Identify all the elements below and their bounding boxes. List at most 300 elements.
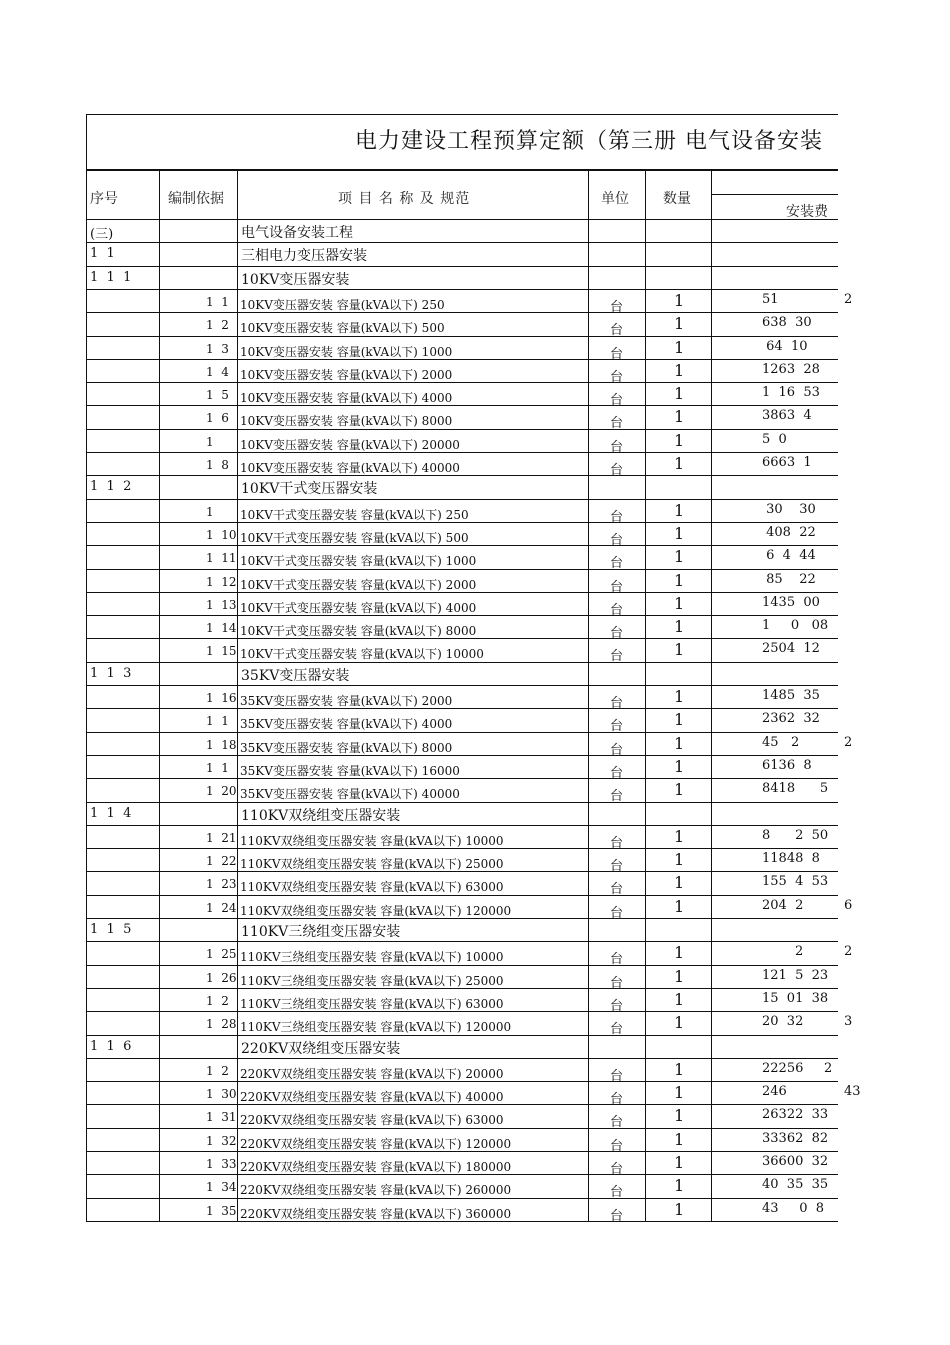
table-row bbox=[86, 382, 838, 409]
row-fee-extra: 43 bbox=[844, 1084, 861, 1100]
row-qty: 1 bbox=[674, 593, 685, 613]
row-rule bbox=[86, 1128, 838, 1129]
header-name: 项 目 名 称 及 规范 bbox=[338, 191, 471, 207]
row-qty: 1 bbox=[674, 1106, 685, 1126]
row-basis: 1 1 bbox=[206, 294, 229, 309]
row-seq: 1 1 4 bbox=[90, 805, 132, 821]
row-fee: 85 22 bbox=[762, 571, 816, 587]
row-rule bbox=[86, 219, 838, 220]
row-name: 220KV双绕组变压器安装 容量(kVA以下) 40000 bbox=[240, 1090, 504, 1105]
section-row bbox=[86, 918, 838, 941]
row-name: 110KV双绕组变压器安装 容量(kVA以下) 120000 bbox=[240, 903, 512, 918]
row-name: 10KV干式变压器安装 容量(kVA以下) 250 bbox=[240, 507, 469, 522]
section-title: 110KV三绕组变压器安装 bbox=[241, 924, 401, 940]
row-rule bbox=[86, 918, 838, 919]
row-rule bbox=[86, 895, 838, 896]
table-row bbox=[86, 1198, 838, 1224]
table-row bbox=[86, 871, 838, 898]
row-fee: 2362 32 bbox=[762, 711, 820, 727]
row-fee: 45 2 bbox=[762, 734, 800, 750]
row-qty: 1 bbox=[674, 500, 685, 520]
row-unit: 台 bbox=[610, 1068, 624, 1084]
row-qty: 1 bbox=[674, 290, 685, 310]
row-qty: 1 bbox=[674, 1199, 685, 1219]
row-name: 220KV双绕组变压器安装 容量(kVA以下) 120000 bbox=[240, 1136, 512, 1151]
row-name: 10KV变压器安装 容量(kVA以下) 500 bbox=[240, 321, 445, 336]
section-row bbox=[86, 266, 838, 289]
row-fee: 26322 33 bbox=[762, 1107, 829, 1123]
row-rule bbox=[86, 965, 838, 966]
row-qty: 1 bbox=[674, 826, 685, 846]
row-basis: 1 11 bbox=[206, 551, 237, 566]
row-basis: 1 12 bbox=[206, 574, 237, 589]
row-rule bbox=[86, 1011, 838, 1012]
row-fee: 155 4 53 bbox=[762, 874, 829, 890]
row-unit: 台 bbox=[610, 299, 624, 315]
row-unit: 台 bbox=[610, 882, 624, 898]
row-unit: 台 bbox=[610, 649, 624, 665]
table-row bbox=[86, 965, 838, 991]
title-cell bbox=[86, 114, 838, 170]
row-unit: 台 bbox=[610, 719, 624, 735]
row-fee: 40 35 35 bbox=[762, 1177, 829, 1193]
table-row bbox=[86, 988, 838, 1014]
row-unit: 台 bbox=[610, 579, 624, 595]
row-qty: 1 bbox=[674, 337, 685, 357]
row-rule bbox=[86, 802, 838, 803]
row-unit: 台 bbox=[610, 998, 624, 1014]
table-row bbox=[86, 312, 838, 339]
table-row bbox=[86, 778, 838, 805]
row-name: 10KV干式变压器安装 容量(kVA以下) 8000 bbox=[240, 624, 477, 639]
row-unit: 台 bbox=[610, 765, 624, 781]
row-rule bbox=[86, 1198, 838, 1199]
row-name: 10KV变压器安装 容量(kVA以下) 1000 bbox=[240, 344, 453, 359]
row-unit: 台 bbox=[610, 532, 624, 548]
column-rule bbox=[588, 170, 589, 1221]
row-rule bbox=[86, 592, 838, 593]
row-rule bbox=[86, 569, 838, 570]
table-row bbox=[86, 1011, 853, 1038]
row-rule bbox=[86, 1035, 838, 1036]
row-rule bbox=[86, 359, 838, 360]
row-unit: 台 bbox=[610, 1115, 624, 1131]
row-name: 35KV变压器安装 容量(kVA以下) 8000 bbox=[240, 740, 453, 755]
row-fee: 43 0 8 bbox=[762, 1200, 825, 1216]
row-qty: 1 bbox=[674, 1083, 685, 1103]
row-basis: 1 14 bbox=[206, 621, 237, 636]
row-unit: 台 bbox=[610, 952, 624, 968]
row-rule bbox=[86, 732, 838, 733]
row-rule bbox=[86, 1058, 838, 1059]
row-basis: 1 6 bbox=[206, 411, 229, 426]
row-qty: 1 bbox=[674, 1013, 685, 1033]
row-rule bbox=[86, 429, 838, 430]
row-unit: 台 bbox=[610, 416, 624, 432]
row-fee-extra: 6 bbox=[844, 897, 853, 913]
row-fee: 6663 1 bbox=[762, 455, 812, 470]
row-unit: 台 bbox=[610, 393, 624, 409]
row-fee: 5 0 bbox=[762, 431, 787, 447]
row-seq: 1 1 5 bbox=[90, 922, 132, 937]
section-title: 10KV变压器安装 bbox=[241, 271, 350, 288]
row-rule bbox=[86, 266, 838, 267]
column-rule bbox=[159, 170, 160, 1221]
row-fee: 121 5 23 bbox=[762, 967, 829, 983]
row-basis: 1 30 bbox=[206, 1087, 237, 1102]
row-qty: 1 bbox=[674, 733, 685, 753]
row-rule bbox=[86, 382, 838, 383]
row-fee: 1 0 08 bbox=[762, 618, 829, 634]
row-name: 10KV变压器安装 容量(kVA以下) 8000 bbox=[240, 414, 453, 429]
row-name: 10KV变压器安装 容量(kVA以下) 40000 bbox=[240, 461, 460, 475]
row-fee: 36600 32 bbox=[762, 1154, 829, 1169]
row-name: 220KV双绕组变压器安装 容量(kVA以下) 63000 bbox=[240, 1113, 504, 1128]
row-fee: 1263 28 bbox=[762, 361, 820, 377]
table-row bbox=[86, 1058, 838, 1084]
row-qty: 1 bbox=[674, 896, 685, 916]
row-fee: 1435 00 bbox=[762, 594, 820, 610]
row-fee: 64 10 bbox=[762, 338, 808, 354]
row-fee: 51 bbox=[762, 291, 779, 307]
table-row bbox=[86, 499, 838, 525]
row-basis: 1 33 bbox=[206, 1157, 237, 1171]
row-fee: 1485 35 bbox=[762, 688, 820, 703]
section-row bbox=[86, 475, 838, 498]
row-unit: 台 bbox=[610, 509, 624, 525]
row-unit: 台 bbox=[610, 789, 624, 805]
row-rule bbox=[86, 755, 838, 756]
row-name: 10KV干式变压器安装 容量(kVA以下) 10000 bbox=[240, 647, 484, 662]
section-title: 三相电力变压器安装 bbox=[241, 248, 367, 265]
row-name: 220KV双绕组变压器安装 容量(kVA以下) 20000 bbox=[240, 1066, 504, 1081]
row-rule bbox=[86, 545, 838, 546]
row-fee: 8418 5 bbox=[762, 781, 829, 797]
table-row bbox=[86, 1081, 861, 1108]
header-fee-divider bbox=[711, 194, 838, 195]
row-name: 10KV变压器安装 容量(kVA以下) 20000 bbox=[240, 437, 460, 452]
header-seq: 序号 bbox=[90, 191, 118, 207]
row-basis: 1 2 bbox=[206, 1063, 229, 1078]
table-row bbox=[86, 755, 838, 781]
row-basis: 1 31 bbox=[206, 1110, 237, 1125]
row-basis: 1 32 bbox=[206, 1133, 237, 1148]
row-fee: 2504 12 bbox=[762, 641, 820, 657]
header-fee: 安装费 bbox=[786, 204, 828, 220]
section-row bbox=[86, 1035, 838, 1058]
budget-table bbox=[86, 114, 861, 1226]
table-row bbox=[86, 452, 838, 478]
row-unit: 台 bbox=[610, 742, 624, 758]
row-unit: 台 bbox=[610, 626, 624, 642]
row-qty: 1 bbox=[674, 756, 685, 776]
row-unit: 台 bbox=[610, 696, 624, 711]
row-unit: 台 bbox=[610, 859, 624, 875]
row-rule bbox=[86, 638, 838, 639]
row-fee-extra: 2 bbox=[844, 291, 853, 307]
row-basis: 1 bbox=[206, 504, 214, 519]
row-name: 10KV变压器安装 容量(kVA以下) 4000 bbox=[240, 391, 453, 406]
column-rule bbox=[86, 170, 87, 1221]
row-seq: (三) bbox=[90, 227, 114, 242]
column-rule bbox=[711, 170, 712, 1221]
row-basis: 1 1 bbox=[206, 714, 229, 729]
row-rule bbox=[86, 1174, 838, 1175]
row-basis: 1 24 bbox=[206, 900, 237, 915]
row-rule bbox=[86, 336, 838, 337]
row-seq: 1 1 3 bbox=[90, 665, 132, 681]
section-row bbox=[86, 662, 838, 685]
row-fee: 6136 8 bbox=[762, 757, 812, 773]
row-qty: 1 bbox=[674, 943, 685, 963]
row-rule bbox=[86, 312, 838, 313]
row-unit: 台 bbox=[610, 1138, 624, 1154]
row-fee: 2 bbox=[762, 944, 804, 960]
row-rule bbox=[86, 289, 838, 290]
row-rule bbox=[86, 848, 838, 849]
table-row bbox=[86, 685, 838, 711]
row-fee-extra: 2 bbox=[844, 944, 853, 960]
row-qty: 1 bbox=[674, 1129, 685, 1149]
row-basis: 1 15 bbox=[206, 644, 237, 659]
column-rule bbox=[645, 170, 646, 1221]
row-seq: 1 1 2 bbox=[90, 479, 132, 495]
table-row bbox=[86, 848, 838, 875]
row-fee: 6 4 44 bbox=[762, 548, 816, 564]
table-row bbox=[86, 638, 838, 665]
header-unit: 单位 bbox=[601, 191, 629, 207]
row-unit: 台 bbox=[610, 1208, 624, 1224]
row-name: 10KV变压器安装 容量(kVA以下) 250 bbox=[240, 297, 445, 312]
row-rule bbox=[86, 778, 838, 779]
row-qty: 1 bbox=[674, 640, 685, 660]
row-name: 110KV三绕组变压器安装 容量(kVA以下) 25000 bbox=[240, 973, 504, 988]
row-seq: 1 1 1 bbox=[90, 269, 132, 285]
row-unit: 台 bbox=[610, 1185, 624, 1201]
row-rule bbox=[86, 499, 838, 500]
row-name: 220KV双绕组变压器安装 容量(kVA以下) 360000 bbox=[240, 1206, 512, 1221]
row-rule bbox=[86, 522, 838, 523]
row-unit: 台 bbox=[610, 975, 624, 991]
row-name: 10KV干式变压器安装 容量(kVA以下) 1000 bbox=[240, 554, 477, 569]
row-qty: 1 bbox=[674, 873, 685, 893]
row-fee: 638 30 bbox=[762, 315, 812, 331]
row-rule bbox=[86, 475, 838, 476]
table-row bbox=[86, 405, 838, 432]
row-qty: 1 bbox=[674, 430, 685, 450]
section-row bbox=[86, 802, 838, 825]
row-rule bbox=[86, 405, 838, 406]
row-fee: 246 bbox=[762, 1084, 787, 1100]
table-row bbox=[86, 941, 853, 968]
table-row bbox=[86, 895, 853, 921]
row-unit: 台 bbox=[610, 1092, 624, 1108]
header-basis: 编制依据 bbox=[168, 191, 224, 207]
row-fee: 408 22 bbox=[762, 524, 816, 540]
row-qty: 1 bbox=[674, 407, 685, 427]
row-qty: 1 bbox=[674, 1153, 685, 1172]
row-rule bbox=[86, 941, 838, 942]
row-basis: 1 16 bbox=[206, 691, 237, 705]
table-row bbox=[86, 732, 853, 758]
row-qty: 1 bbox=[674, 454, 685, 473]
row-name: 35KV变压器安装 容量(kVA以下) 16000 bbox=[240, 763, 460, 778]
row-rule bbox=[86, 988, 838, 989]
table-row bbox=[86, 336, 838, 362]
row-fee: 20 32 bbox=[762, 1014, 804, 1030]
row-basis: 1 1 bbox=[206, 760, 229, 775]
row-qty: 1 bbox=[674, 547, 685, 567]
row-name: 35KV变压器安装 容量(kVA以下) 40000 bbox=[240, 787, 460, 802]
row-name: 110KV双绕组变压器安装 容量(kVA以下) 25000 bbox=[240, 857, 504, 872]
row-unit: 台 bbox=[610, 463, 624, 478]
table-row bbox=[86, 429, 838, 455]
table-row bbox=[86, 522, 838, 548]
table-row bbox=[86, 825, 838, 851]
row-qty: 1 bbox=[674, 1059, 685, 1079]
row-unit: 台 bbox=[610, 323, 624, 339]
row-basis: 1 22 bbox=[206, 854, 237, 869]
row-name: 110KV三绕组变压器安装 容量(kVA以下) 63000 bbox=[240, 996, 504, 1011]
section-title: 220KV双绕组变压器安装 bbox=[241, 1040, 401, 1057]
table-row bbox=[86, 615, 838, 642]
row-name: 110KV三绕组变压器安装 容量(kVA以下) 10000 bbox=[240, 950, 504, 965]
row-unit: 台 bbox=[610, 439, 624, 455]
row-rule bbox=[86, 825, 838, 826]
row-basis: 1 13 bbox=[206, 597, 237, 612]
row-fee: 8 2 50 bbox=[762, 827, 829, 843]
row-qty: 1 bbox=[674, 780, 685, 800]
row-name: 110KV双绕组变压器安装 容量(kVA以下) 10000 bbox=[240, 833, 504, 848]
row-rule bbox=[86, 1221, 838, 1222]
row-qty: 1 bbox=[674, 523, 685, 543]
section-title: 35KV变压器安装 bbox=[241, 667, 350, 684]
row-name: 10KV干式变压器安装 容量(kVA以下) 500 bbox=[240, 530, 469, 545]
row-fee: 33362 82 bbox=[762, 1130, 829, 1146]
row-seq: 1 1 6 bbox=[90, 1038, 132, 1054]
row-rule bbox=[86, 708, 838, 709]
row-unit: 台 bbox=[610, 1022, 624, 1038]
row-rule bbox=[86, 452, 838, 453]
row-qty: 1 bbox=[674, 1176, 685, 1196]
row-qty: 1 bbox=[674, 966, 685, 986]
row-qty: 1 bbox=[674, 710, 685, 730]
table-row bbox=[86, 289, 853, 315]
row-unit: 台 bbox=[610, 346, 624, 362]
row-rule bbox=[86, 1104, 838, 1105]
row-name: 220KV双绕组变压器安装 容量(kVA以下) 180000 bbox=[240, 1160, 512, 1174]
row-rule bbox=[86, 1151, 838, 1152]
row-unit: 台 bbox=[610, 556, 624, 572]
row-basis: 1 21 bbox=[206, 830, 237, 845]
table-row bbox=[86, 1174, 838, 1201]
row-fee: 3863 4 bbox=[762, 408, 812, 424]
row-fee: 22256 2 bbox=[762, 1060, 833, 1076]
row-basis: 1 10 bbox=[206, 527, 237, 542]
row-name: 110KV三绕组变压器安装 容量(kVA以下) 120000 bbox=[240, 1020, 512, 1035]
row-basis: 1 4 bbox=[206, 364, 229, 379]
row-unit: 台 bbox=[610, 1162, 624, 1177]
row-qty: 1 bbox=[674, 314, 685, 334]
row-rule bbox=[86, 662, 838, 663]
section-title: 110KV双绕组变压器安装 bbox=[241, 807, 401, 824]
row-fee-extra: 2 bbox=[844, 734, 853, 750]
row-basis: 1 26 bbox=[206, 970, 237, 985]
row-basis: 1 34 bbox=[206, 1180, 237, 1195]
row-basis: 1 18 bbox=[206, 737, 237, 752]
row-rule bbox=[86, 615, 838, 616]
header-qty: 数量 bbox=[663, 191, 691, 207]
row-basis: 1 2 bbox=[206, 318, 229, 333]
row-qty: 1 bbox=[674, 617, 685, 637]
row-basis: 1 23 bbox=[206, 877, 237, 892]
row-rule bbox=[86, 871, 838, 872]
row-name: 35KV变压器安装 容量(kVA以下) 4000 bbox=[240, 717, 453, 732]
row-basis: 1 35 bbox=[206, 1203, 237, 1218]
row-basis: 1 5 bbox=[206, 388, 229, 403]
row-seq: 1 1 bbox=[90, 246, 115, 262]
row-rule bbox=[86, 1081, 838, 1082]
row-rule bbox=[86, 685, 838, 686]
row-qty: 1 bbox=[674, 989, 685, 1009]
row-unit: 台 bbox=[610, 835, 624, 851]
row-qty: 1 bbox=[674, 570, 685, 590]
row-fee: 15 01 38 bbox=[762, 990, 829, 1006]
row-unit: 台 bbox=[610, 602, 624, 618]
table-row bbox=[86, 592, 838, 618]
section-row bbox=[86, 242, 838, 265]
row-name: 10KV干式变压器安装 容量(kVA以下) 2000 bbox=[240, 577, 477, 592]
row-fee: 30 30 bbox=[762, 501, 816, 517]
row-basis: 1 2 bbox=[206, 993, 229, 1008]
row-basis: 1 bbox=[206, 434, 214, 449]
table-row bbox=[86, 1104, 838, 1131]
row-rule bbox=[86, 242, 838, 243]
row-name: 10KV变压器安装 容量(kVA以下) 2000 bbox=[240, 367, 453, 382]
section-title: 电气设备安装工程 bbox=[241, 225, 353, 241]
column-rule bbox=[237, 170, 238, 1221]
section-row bbox=[86, 219, 838, 242]
row-qty: 1 bbox=[674, 687, 685, 706]
row-qty: 1 bbox=[674, 384, 685, 404]
row-qty: 1 bbox=[674, 360, 685, 380]
page-title: 电力建设工程预算定额（第三册 电气设备安装 bbox=[355, 129, 823, 154]
row-basis: 1 28 bbox=[206, 1017, 237, 1032]
row-basis: 1 3 bbox=[206, 341, 229, 356]
row-qty: 1 bbox=[674, 850, 685, 870]
table-row bbox=[86, 708, 838, 735]
row-name: 110KV双绕组变压器安装 容量(kVA以下) 63000 bbox=[240, 880, 504, 895]
row-fee: 204 2 bbox=[762, 897, 804, 913]
row-name: 220KV双绕组变压器安装 容量(kVA以下) 260000 bbox=[240, 1183, 512, 1198]
row-basis: 1 20 bbox=[206, 784, 237, 799]
row-fee: 1 16 53 bbox=[762, 385, 820, 401]
row-unit: 台 bbox=[610, 905, 624, 921]
table-row bbox=[86, 1151, 838, 1177]
row-basis: 1 8 bbox=[206, 458, 229, 472]
table-row bbox=[86, 1128, 838, 1154]
row-name: 10KV干式变压器安装 容量(kVA以下) 4000 bbox=[240, 600, 477, 615]
row-name: 35KV变压器安装 容量(kVA以下) 2000 bbox=[240, 694, 453, 708]
row-unit: 台 bbox=[610, 369, 624, 385]
table-row bbox=[86, 545, 838, 572]
row-basis: 1 25 bbox=[206, 947, 237, 962]
table-row bbox=[86, 359, 838, 385]
section-title: 10KV干式变压器安装 bbox=[241, 481, 378, 498]
row-rule bbox=[86, 170, 838, 171]
table-row bbox=[86, 569, 838, 595]
row-fee: 11848 8 bbox=[762, 851, 820, 867]
